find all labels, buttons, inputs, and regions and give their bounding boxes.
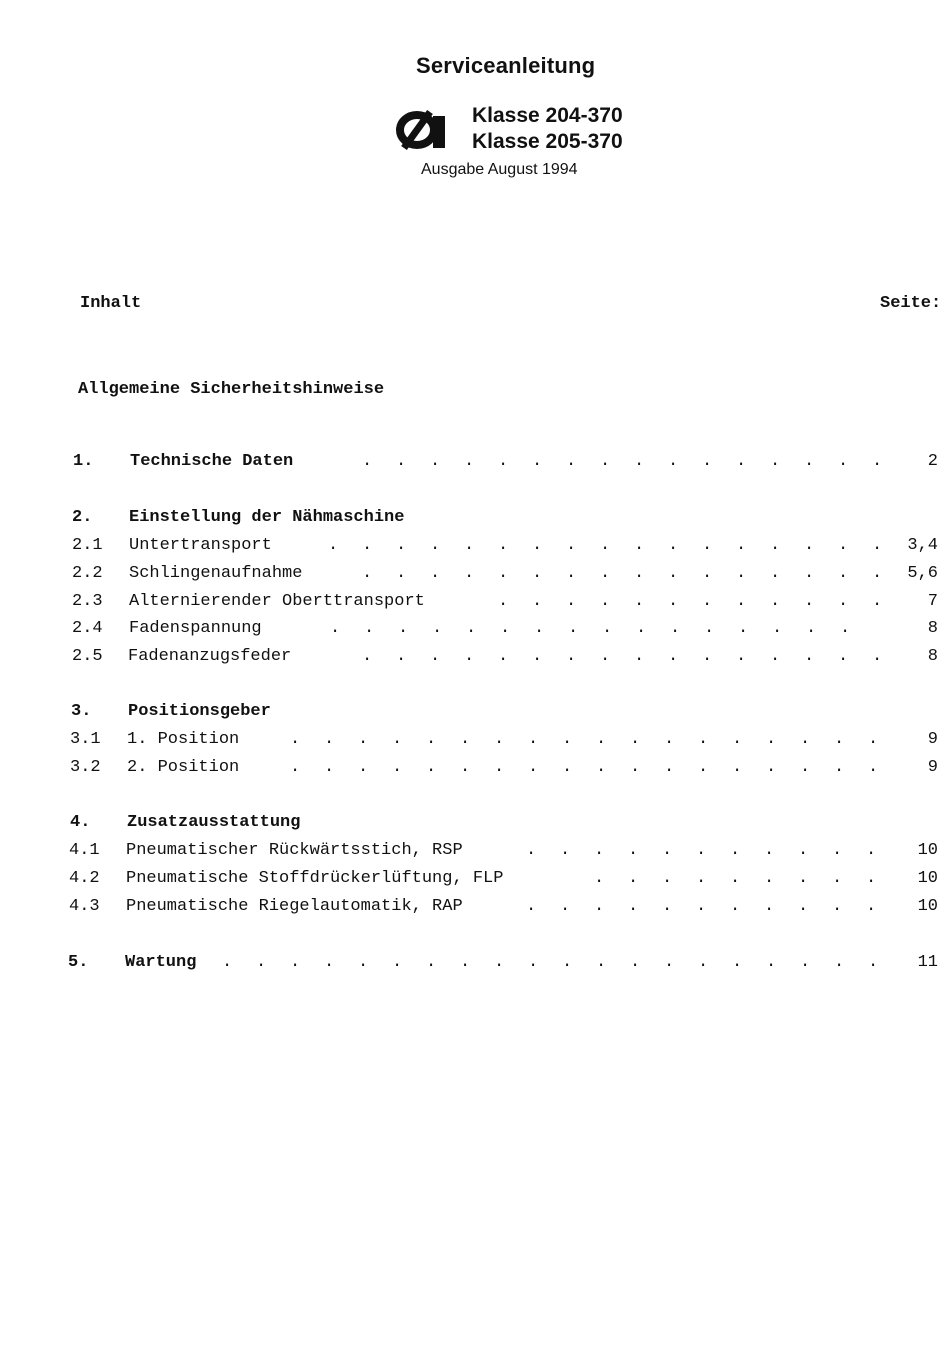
toc-entry-number: 2.4	[72, 619, 103, 638]
toc-entry-page: 9	[927, 758, 938, 777]
toc-entry-label: Pneumatische Riegelautomatik, RAP	[126, 897, 463, 916]
safety-notes-heading: Allgemeine Sicherheitshinweise	[78, 380, 385, 399]
toc-entry	[0, 813, 950, 839]
toc-entry-page: 5,6	[907, 564, 938, 583]
toc-entry-label: Alternierender Oberttransport	[129, 592, 425, 611]
toc-entry	[0, 953, 950, 979]
toc-entry-label: Pneumatischer Rückwärtsstich, RSP	[126, 841, 463, 860]
toc-entry-number: 4.3	[69, 897, 100, 916]
toc-entry	[0, 564, 950, 590]
edition-date: Ausgabe August 1994	[421, 161, 578, 178]
dot-leader: ................	[330, 619, 875, 638]
toc-entry-page: 10	[917, 841, 938, 860]
toc-entry-number: 2.3	[72, 592, 103, 611]
document-title: Serviceanleitung	[416, 53, 596, 78]
toc-entry-number: 4.2	[69, 869, 100, 888]
toc-entry-number: 2.	[72, 508, 93, 527]
toc-entry	[0, 592, 950, 618]
klasse-205-title: Klasse 205-370	[472, 130, 623, 153]
dot-leader: ..................	[290, 758, 903, 777]
klasse-204-title: Klasse 204-370	[472, 104, 623, 127]
page-column-heading: Seite:	[880, 294, 942, 313]
toc-entry-number: 1.	[73, 452, 94, 471]
toc-entry-page: 8	[927, 619, 938, 638]
dot-leader: ................	[362, 452, 907, 471]
dot-leader: ..................	[290, 730, 903, 749]
toc-entry	[0, 869, 950, 895]
toc-entry-page: 3,4	[907, 536, 938, 555]
toc-entry-page: 2	[927, 452, 938, 471]
toc-entry-label: Pneumatische Stoffdrückerlüftung, FLP	[126, 869, 504, 888]
toc-entry-label: 1. Position	[127, 730, 240, 749]
toc-heading: Inhalt	[80, 294, 142, 313]
toc-entry	[0, 730, 950, 756]
toc-entry	[0, 897, 950, 923]
toc-entry-page: 8	[927, 647, 938, 666]
toc-entry	[0, 619, 950, 645]
toc-entry	[0, 702, 950, 728]
toc-entry-number: 3.	[71, 702, 92, 721]
toc-entry-label: Zusatzausstattung	[127, 813, 301, 832]
toc-entry-label: Schlingenaufnahme	[129, 564, 303, 583]
toc-entry-number: 3.2	[70, 758, 101, 777]
dot-leader: .................	[328, 536, 907, 555]
dot-leader: ............	[498, 592, 907, 611]
dot-leader: .........	[594, 869, 901, 888]
toc-entry-number: 4.1	[69, 841, 100, 860]
toc-entry-page: 7	[927, 592, 938, 611]
toc-entry	[0, 841, 950, 867]
toc-entry-page: 10	[917, 897, 938, 916]
dot-leader: ...........	[526, 841, 901, 860]
toc-entry	[0, 452, 950, 478]
toc-entry-label: 2. Position	[127, 758, 240, 777]
toc-entry-label: Einstellung der Nähmaschine	[129, 508, 405, 527]
toc-entry-number: 2.1	[72, 536, 103, 555]
toc-entry-number: 4.	[70, 813, 91, 832]
dot-leader: ....................	[222, 953, 903, 972]
toc-entry-label: Wartung	[125, 953, 197, 972]
toc-entry-number: 3.1	[70, 730, 101, 749]
toc-entry-number: 2.5	[72, 647, 103, 666]
toc-entry-label: Fadenanzugsfeder	[128, 647, 292, 666]
toc-entry	[0, 508, 950, 534]
toc-entry	[0, 536, 950, 562]
toc-entry-page: 10	[917, 869, 938, 888]
toc-entry	[0, 758, 950, 784]
toc-entry-label: Untertransport	[129, 536, 272, 555]
dot-leader: ...........	[526, 897, 901, 916]
toc-entry-page: 9	[927, 730, 938, 749]
toc-entry-page: 11	[917, 953, 938, 972]
toc-entry	[0, 647, 950, 673]
toc-entry-label: Technische Daten	[130, 452, 294, 471]
toc-entry-label: Positionsgeber	[128, 702, 271, 721]
toc-entry-label: Fadenspannung	[129, 619, 262, 638]
toc-entry-number: 2.2	[72, 564, 103, 583]
pfaff-logo-icon	[396, 108, 448, 152]
toc-entry-number: 5.	[68, 953, 89, 972]
dot-leader: ................	[362, 647, 907, 666]
dot-leader: ................	[362, 564, 907, 583]
